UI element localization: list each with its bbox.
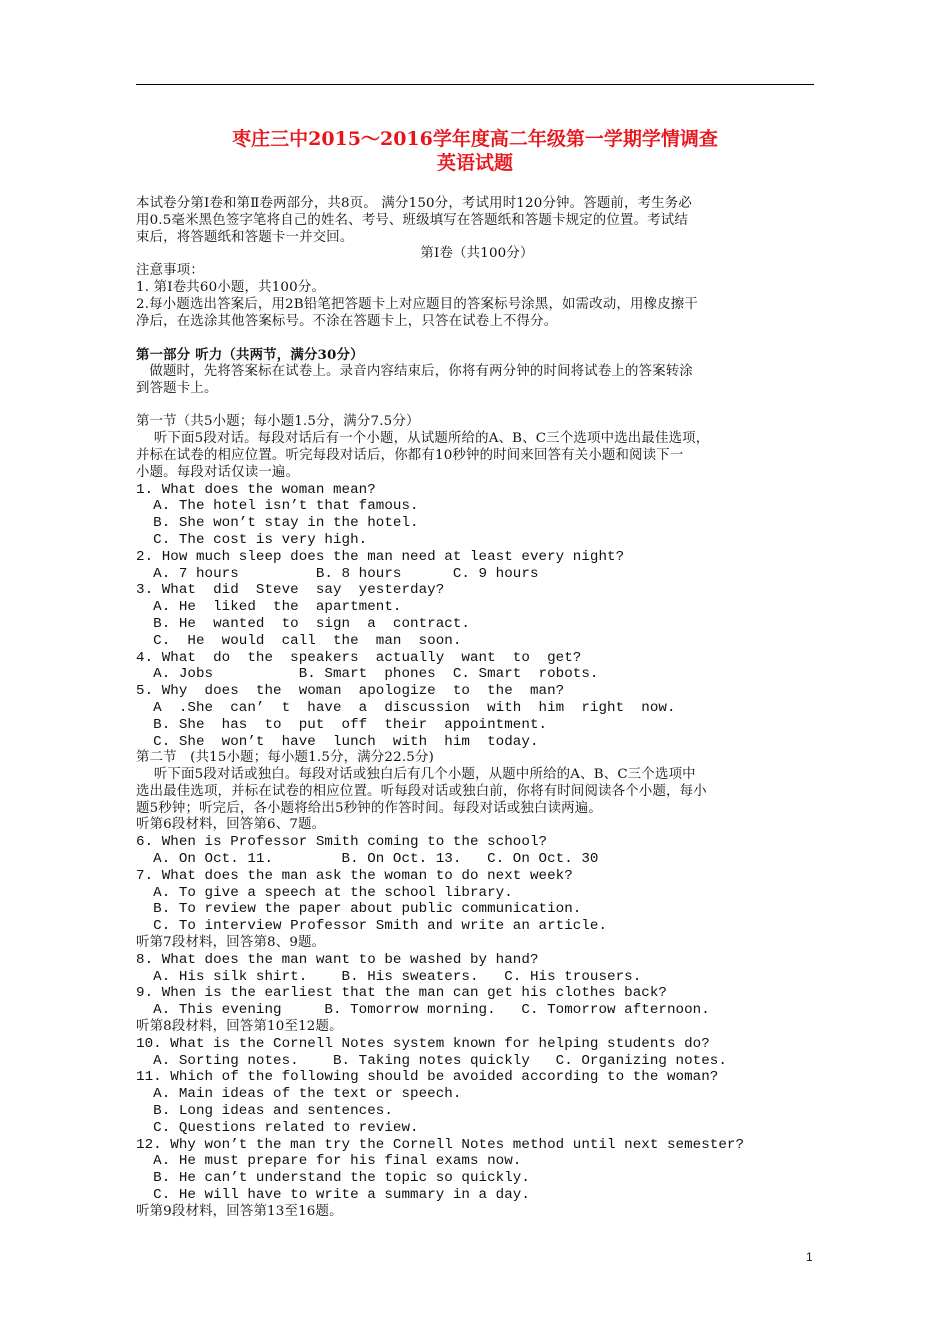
question-line: 6. When is Professor Smith coming to the school? <box>136 834 548 851</box>
question-line: A. This evening B. Tomorrow morning. C. Tomorrow afternoon. <box>136 1002 710 1019</box>
question-line: B. She has to put off their appointment. <box>136 716 548 733</box>
question-line: 7. What does the man ask the woman to do next week? <box>136 867 573 884</box>
question-line: B. He can’t understand the topic so quickly. <box>136 1170 530 1187</box>
material-heading: 听第8段材料，回答第10至12题。 <box>136 1019 343 1035</box>
part1-instruction-line: 做题时，先将答案标在试卷上。录音内容结束后，你将有两分钟的时间将试卷上的答案转涂 <box>136 363 693 379</box>
question-line: 11. Which of the following should be avoided according to the woman? <box>136 1069 719 1086</box>
question-line: B. To review the paper about public communication. <box>136 901 582 918</box>
volume-heading: 第Ⅰ卷（共100分） <box>420 246 534 262</box>
question-line: C. He will have to write a summary in a day. <box>136 1187 530 1204</box>
question-line: A .She can’ t have a discussion with him right now. <box>136 699 676 716</box>
section2-instruction-line: 题5秒钟；听完后，各小题将给出5秒钟的作答时间。每段对话或独白读两遍。 <box>136 800 602 816</box>
section2-heading: 第二节 (共15小题；每小题1.5分，满分22.5分) <box>136 750 435 766</box>
question-line: A. Jobs B. Smart phones C. Smart robots. <box>136 666 599 683</box>
question-line: 2. How much sleep does the man need at least every night? <box>136 548 625 565</box>
section1-instruction-line: 并标在试卷的相应位置。听完每段对话后，你都有10秒钟的时间来回答有关小题和阅读下一 <box>136 447 684 463</box>
section2-instruction-line: 选出最佳选项，并标在试卷的相应位置。听每段对话或独白前，你将有时间阅读各个小题，每小 <box>136 783 707 799</box>
question-line: 1. What does the woman mean? <box>136 481 376 498</box>
exam-subtitle: 英语试题 <box>436 152 513 174</box>
question-line: 9. When is the earliest that the man can get his clothes back? <box>136 985 667 1002</box>
notice-item: 净后，在选涂其他答案标号。不涂在答题卡上，只答在试卷上不得分。 <box>136 313 558 329</box>
question-line: A. On Oct. 11. B. On Oct. 13. C. On Oct. 30 <box>136 851 599 868</box>
question-line: B. Long ideas and sentences. <box>136 1103 393 1120</box>
document-body <box>136 196 818 1221</box>
question-line: C. She won’t have lunch with him today. <box>136 733 539 750</box>
question-line: C. To interview Professor Smith and write an article. <box>136 918 608 935</box>
question-line: C. The cost is very high. <box>136 531 368 548</box>
notice-item: 2.每小题选出答案后，用2B铅笔把答题卡上对应题目的答案标号涂黑，如需改动，用橡皮擦干 <box>136 296 698 312</box>
header-rule <box>136 84 814 85</box>
question-line: A. He liked the apartment. <box>136 599 402 616</box>
question-line: A. His silk shirt. B. His sweaters. C. His trousers. <box>136 968 642 985</box>
section2-instruction-line: 听下面5段对话或独白。每段对话或独白后有几个小题，从题中所给的A、B、C三个选项中 <box>136 767 696 783</box>
section1-questions <box>136 482 818 751</box>
question-line: 4. What do the speakers actually want to get? <box>136 649 582 666</box>
question-line: 10. What is the Cornell Notes system known for helping students do? <box>136 1035 710 1052</box>
material-heading: 听第6段材料，回答第6、7题。 <box>136 817 326 833</box>
exam-title: 枣庄三中2015～2016学年度高二年级第一学期学情调查 <box>232 128 718 150</box>
question-line: C. He would call the man soon. <box>136 632 462 649</box>
question-line: 5. Why does the woman apologize to the man? <box>136 683 565 700</box>
part1-instruction-line: 到答题卡上。 <box>136 380 218 396</box>
section1-instruction-line: 小题。每段对话仅读一遍。 <box>136 464 300 480</box>
page-number: 1 <box>806 1250 813 1264</box>
question-line: 8. What does the man want to be washed by hand? <box>136 951 539 968</box>
section1-heading: 第一节（共5小题；每小题1.5分，满分7.5分） <box>136 414 420 430</box>
question-line: A. The hotel isn’t that famous. <box>136 498 419 515</box>
intro-line: 用0.5毫米黑色签字笔将自己的姓名、考号、班级填写在答题纸和答题卡规定的位置。考试结 <box>136 212 688 228</box>
intro-paragraph <box>136 196 818 246</box>
question-line: A. 7 hours B. 8 hours C. 9 hours <box>136 565 539 582</box>
question-line: B. She won’t stay in the hotel. <box>136 515 419 532</box>
notice-item: 1. 第Ⅰ卷共60小题，共100分。 <box>136 279 326 295</box>
question-line: A. To give a speech at the school library. <box>136 884 513 901</box>
part1-heading: 第一部分 听力（共两节，满分30分） <box>136 347 364 364</box>
question-line: C. Questions related to review. <box>136 1119 419 1136</box>
intro-line: 本试卷分第Ⅰ卷和第Ⅱ卷两部分，共8页。 满分150分，考试用时120分钟。答题前，考生务必 <box>136 196 692 211</box>
question-line: 12. Why won’t the man try the Cornell Notes method until next semester? <box>136 1136 745 1153</box>
material-heading: 听第9段材料，回答第13至16题。 <box>136 1203 343 1219</box>
notice-heading: 注意事项： <box>136 263 204 279</box>
section1-instruction-line: 听下面5段对话。每段对话后有一个小题，从试题所给的A、B、C三个选项中选出最佳选项， <box>136 431 710 447</box>
question-line: A. Sorting notes. B. Taking notes quickly C. Organizing notes. <box>136 1052 727 1069</box>
intro-line: 束后，将答题纸和答题卡一并交回。 <box>136 229 354 245</box>
question-line: A. He must prepare for his final exams now. <box>136 1153 522 1170</box>
material-heading: 听第7段材料，回答第8、9题。 <box>136 935 326 951</box>
question-line: A. Main ideas of the text or speech. <box>136 1086 462 1103</box>
question-line: B. He wanted to sign a contract. <box>136 615 470 632</box>
question-line: 3. What did Steve say yesterday? <box>136 582 445 599</box>
